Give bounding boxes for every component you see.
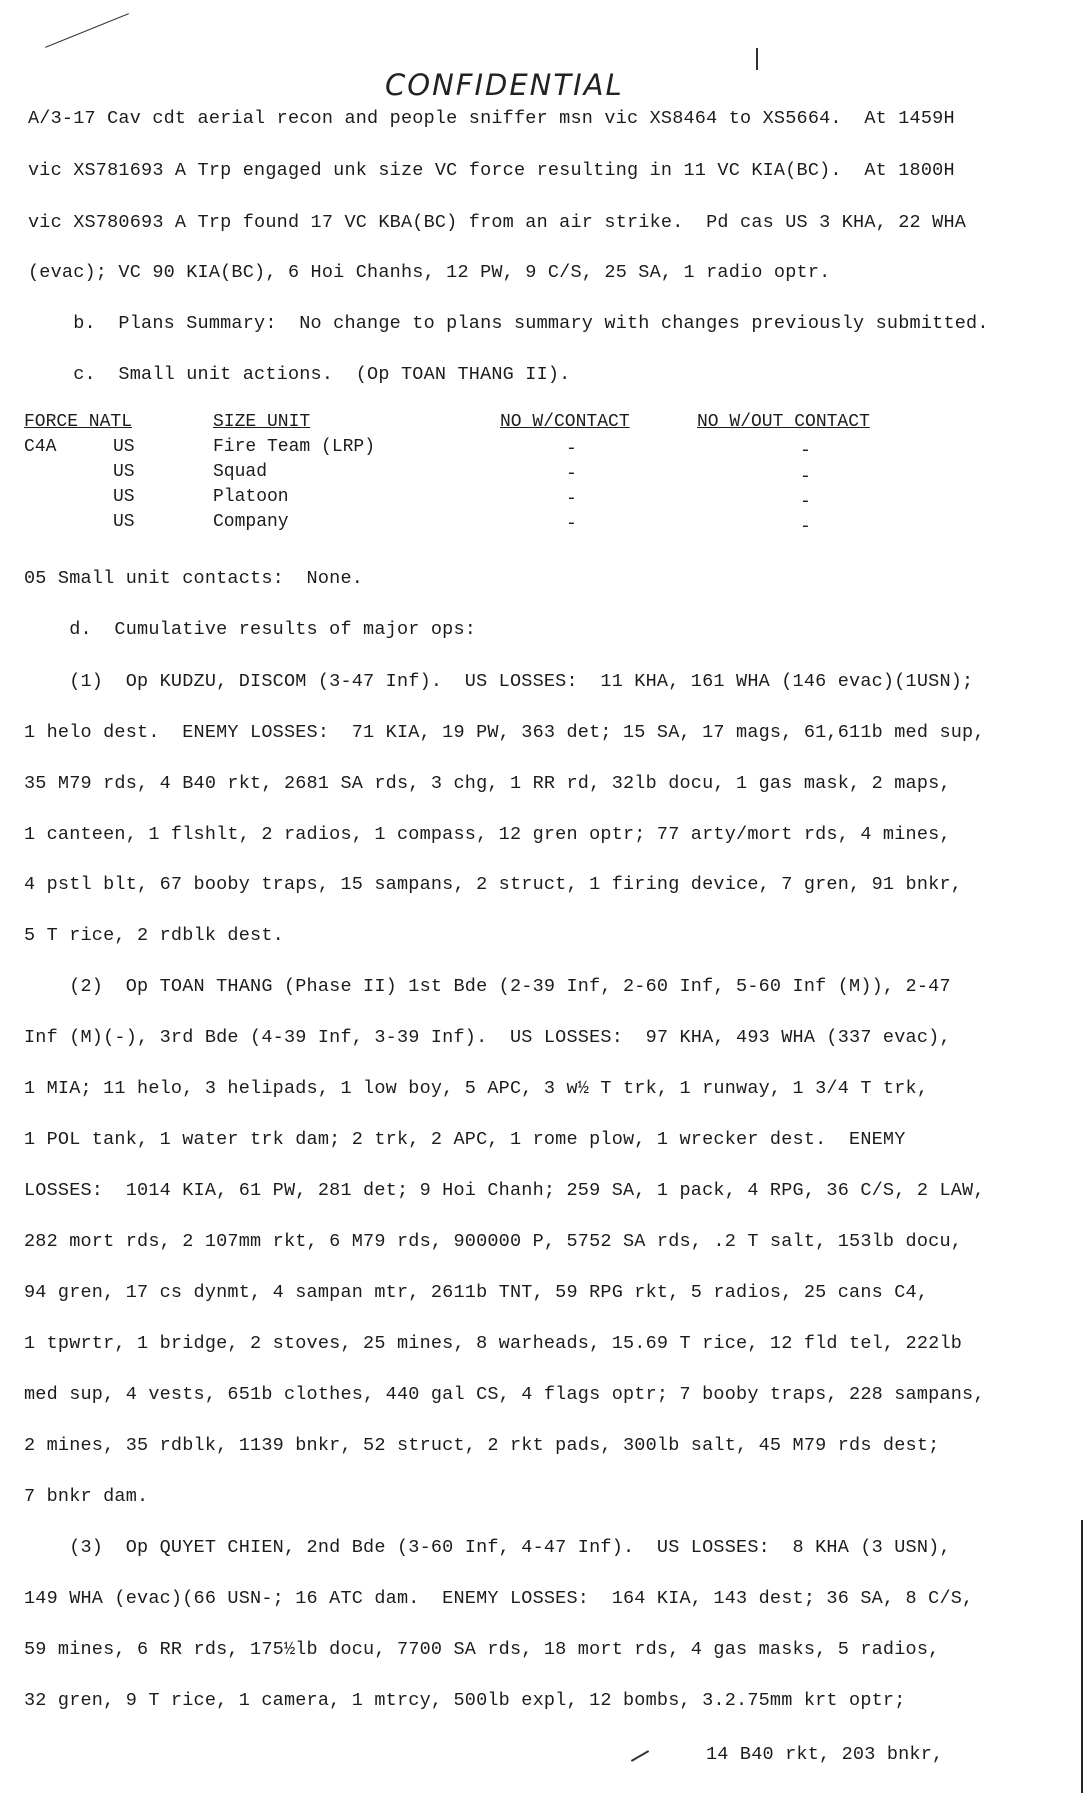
text-line: 149 WHA (evac)(66 USN-; 16 ATC dam. ENEMY LOSSES: 164 KIA, 143 dest; 36 SA, 8 C/S,	[24, 1588, 974, 1609]
small-unit-contacts-line: 05 Small unit contacts: None.	[24, 568, 364, 589]
text-line: 1 MIA; 11 helo, 3 helipads, 1 low boy, 5 APC, 3 w½ T trk, 1 runway, 1 3/4 T trk,	[24, 1078, 929, 1099]
text-line: 35 M79 rds, 4 B40 rkt, 2681 SA rds, 3 chg, 1 RR rd, 32lb docu, 1 gas mask, 2 maps,	[24, 773, 951, 794]
plans-summary-line: b. Plans Summary: No change to plans summary with changes previously submitted.	[28, 313, 989, 334]
cell-natl: US	[113, 437, 135, 457]
text-line: vic XS781693 A Trp engaged unk size VC force resulting in 11 VC KIA(BC). At 1800H	[28, 160, 955, 181]
text-line: med sup, 4 vests, 651b clothes, 440 gal CS, 4 flags optr; 7 booby traps, 228 sampans,	[24, 1384, 985, 1405]
text-line: vic XS780693 A Trp found 17 VC KBA(BC) from an air strike. Pd cas US 3 KHA, 22 WHA	[28, 212, 967, 233]
text-line: 1 POL tank, 1 water trk dam; 2 trk, 2 APC, 1 rome plow, 1 wrecker dest. ENEMY	[24, 1129, 906, 1150]
text-line: 1 canteen, 1 flshlt, 2 radios, 1 compass, 12 gren optr; 77 arty/mort rds, 4 mines,	[24, 824, 951, 845]
cell-without-contact: -	[800, 467, 811, 487]
text-line: (3) Op QUYET CHIEN, 2nd Bde (3-60 Inf, 4-47 Inf). US LOSSES: 8 KHA (3 USN),	[24, 1537, 951, 1558]
cell-without-contact: -	[800, 441, 811, 461]
cell-natl: US	[113, 462, 135, 482]
scan-mark-bottom	[631, 1750, 649, 1762]
cell-with-contact: -	[566, 489, 577, 509]
text-line: 14 B40 rkt, 203 bnkr,	[706, 1744, 944, 1765]
cell-unit: Company	[213, 512, 289, 532]
cell-without-contact: -	[800, 492, 811, 512]
table-header-without-contact: NO W/OUT CONTACT	[697, 412, 870, 432]
cell-natl: US	[113, 487, 135, 507]
text-line: LOSSES: 1014 KIA, 61 PW, 281 det; 9 Hoi Chanh; 259 SA, 1 pack, 4 RPG, 36 C/S, 2 LAW,	[24, 1180, 985, 1201]
scan-mark-top-right	[756, 48, 758, 70]
cell-with-contact: -	[566, 514, 577, 534]
cell-with-contact: -	[566, 464, 577, 484]
page-edge-rule	[1081, 1520, 1083, 1793]
text-line: 59 mines, 6 RR rds, 175½lb docu, 7700 SA rds, 18 mort rds, 4 gas masks, 5 radios,	[24, 1639, 940, 1660]
text-line: 32 gren, 9 T rice, 1 camera, 1 mtrcy, 500lb expl, 12 bombs, 3.2.75mm krt optr;	[24, 1690, 906, 1711]
text-line: Inf (M)(-), 3rd Bde (4-39 Inf, 3-39 Inf). US LOSSES: 97 KHA, 493 WHA (337 evac),	[24, 1027, 951, 1048]
text-line: 282 mort rds, 2 107mm rkt, 6 M79 rds, 900000 P, 5752 SA rds, .2 T salt, 153lb docu,	[24, 1231, 963, 1252]
text-line: 1 tpwrtr, 1 bridge, 2 stoves, 25 mines, 8 warheads, 15.69 T rice, 12 fld tel, 222lb	[24, 1333, 963, 1354]
confidential-stamp: CONFIDENTIAL	[385, 68, 624, 102]
text-line: 2 mines, 35 rdblk, 1139 bnkr, 52 struct, 2 rkt pads, 300lb salt, 45 M79 rds dest;	[24, 1435, 940, 1456]
scan-mark-top-left	[45, 13, 129, 48]
small-unit-actions-line: c. Small unit actions. (Op TOAN THANG II).	[28, 364, 571, 385]
text-line: 4 pstl blt, 67 booby traps, 15 sampans, 2 struct, 1 firing device, 7 gren, 91 bnkr,	[24, 874, 963, 895]
text-line: 94 gren, 17 cs dynmt, 4 sampan mtr, 2611b TNT, 59 RPG rkt, 5 radios, 25 cans C4,	[24, 1282, 929, 1303]
text-line: A/3-17 Cav cdt aerial recon and people sniffer msn vic XS8464 to XS5664. At 1459H	[28, 108, 955, 129]
text-line: 5 T rice, 2 rdblk dest.	[24, 925, 284, 946]
text-line: (2) Op TOAN THANG (Phase II) 1st Bde (2-39 Inf, 2-60 Inf, 5-60 Inf (M)), 2-47	[24, 976, 951, 997]
table-header-size-unit: SIZE UNIT	[213, 412, 311, 432]
text-line: 1 helo dest. ENEMY LOSSES: 71 KIA, 19 PW, 363 det; 15 SA, 17 mags, 61,611b med sup,	[24, 722, 985, 743]
cell-unit: Platoon	[213, 487, 289, 507]
text-line: (1) Op KUDZU, DISCOM (3-47 Inf). US LOSSES: 11 KHA, 161 WHA (146 evac)(1USN);	[24, 671, 974, 692]
table-header-with-contact: NO W/CONTACT	[500, 412, 630, 432]
cell-unit: Fire Team (LRP)	[213, 437, 376, 457]
table-header-force-natl: FORCE NATL	[24, 412, 133, 432]
cell-with-contact: -	[566, 439, 577, 459]
text-line: 7 bnkr dam.	[24, 1486, 149, 1507]
cell-without-contact: -	[800, 517, 811, 537]
text-line: (evac); VC 90 KIA(BC), 6 Hoi Chanhs, 12 PW, 9 C/S, 25 SA, 1 radio optr.	[28, 262, 831, 283]
cell-natl: US	[113, 512, 135, 532]
cell-force: C4A	[24, 437, 57, 457]
cumulative-results-heading: d. Cumulative results of major ops:	[24, 619, 477, 640]
cell-unit: Squad	[213, 462, 268, 482]
